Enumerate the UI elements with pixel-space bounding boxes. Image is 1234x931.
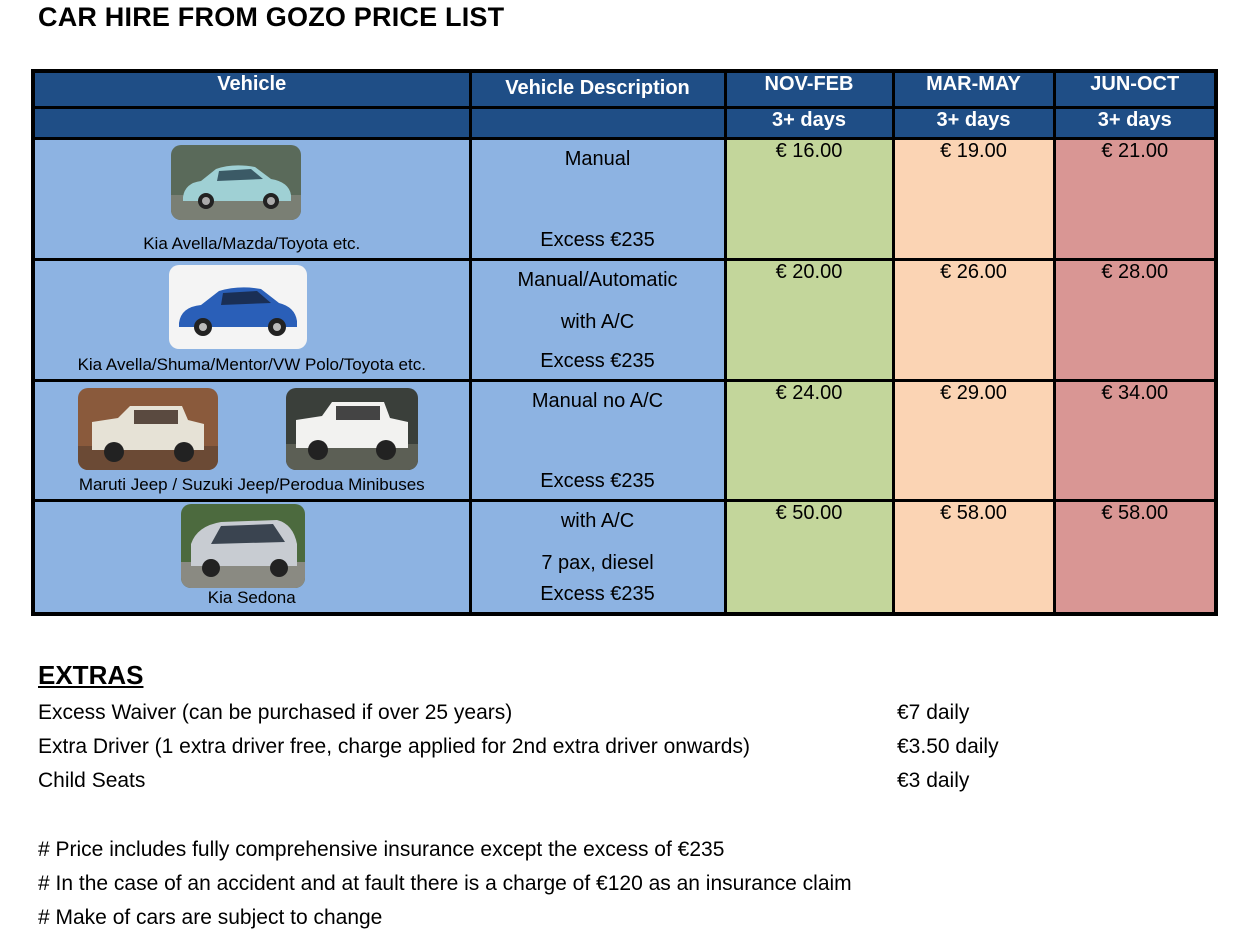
table-row (33, 381, 1216, 501)
extra-label: Excess Waiver (can be purchased if over 25 years) (38, 701, 513, 724)
vehicle-name: Kia Sedona (207, 588, 296, 607)
price-mar-may: € 26.00 (893, 260, 1054, 381)
table-row (33, 139, 1216, 260)
vehicle-cell (33, 501, 470, 615)
jeep-photo (286, 388, 418, 470)
table-row (33, 501, 1216, 615)
price-nov-feb: € 24.00 (725, 381, 893, 501)
header-empty-2 (470, 108, 725, 139)
excess-text: Excess €235 (540, 583, 655, 605)
transmission-text: Manual/Automatic (517, 269, 678, 291)
header-vehicle: Vehicle (33, 71, 470, 108)
transmission-text: Manual no A/C (531, 390, 664, 412)
price-jun-oct: € 21.00 (1054, 139, 1216, 260)
price-nov-feb: € 20.00 (725, 260, 893, 381)
price-mar-may: € 58.00 (893, 501, 1054, 615)
car-photo (171, 145, 301, 220)
price-jun-oct: € 34.00 (1054, 381, 1216, 501)
note-accident-charge: # In the case of an accident and at fault there is a charge of €120 as an insurance claim (38, 872, 852, 895)
description-cell (470, 260, 725, 381)
vehicle-name: Kia Avella/Shuma/Mentor/VW Polo/Toyota etc. (77, 355, 426, 374)
vehicle-cell (33, 381, 470, 501)
header-row (33, 71, 1216, 108)
note-subject-to-change: # Make of cars are subject to change (38, 906, 383, 929)
extra-price: €7 daily (897, 701, 970, 724)
header-description: Vehicle Description (470, 71, 725, 108)
price-nov-feb: € 16.00 (725, 139, 893, 260)
page-title: CAR HIRE FROM GOZO PRICE LIST (38, 2, 505, 32)
features-text: with A/C (560, 510, 635, 532)
header-duration-jun-oct: 3+ days (1054, 108, 1216, 139)
vehicle-name: Kia Avella/Mazda/Toyota etc. (143, 234, 361, 253)
header-empty-1 (33, 108, 470, 139)
extra-price: €3.50 daily (897, 735, 999, 758)
price-jun-oct: € 58.00 (1054, 501, 1216, 615)
description-cell (470, 381, 725, 501)
extras-heading: EXTRAS (38, 660, 144, 690)
price-jun-oct: € 28.00 (1054, 260, 1216, 381)
extra-price: €3 daily (897, 769, 970, 792)
header-season-mar-may: MAR-MAY (893, 71, 1054, 108)
extra-label: Extra Driver (1 extra driver free, charge applied for 2nd extra driver onwards) (38, 735, 750, 758)
header-duration-mar-may: 3+ days (893, 108, 1054, 139)
price-mar-may: € 29.00 (893, 381, 1054, 501)
vehicle-name: Maruti Jeep / Suzuki Jeep/Perodua Minibuses (78, 475, 425, 494)
excess-text: Excess €235 (540, 350, 655, 372)
note-insurance: # Price includes fully comprehensive insurance except the excess of €235 (38, 838, 725, 861)
car-photo (169, 265, 307, 349)
description-cell (470, 139, 725, 260)
transmission-text: Manual (564, 148, 631, 170)
excess-text: Excess €235 (540, 470, 655, 492)
description-cell (470, 501, 725, 615)
price-nov-feb: € 50.00 (725, 501, 893, 615)
header-duration-row (33, 108, 1216, 139)
vehicle-cell (33, 139, 470, 260)
price-mar-may: € 19.00 (893, 139, 1054, 260)
vehicle-cell (33, 260, 470, 381)
features-text: with A/C (560, 311, 635, 333)
minivan-photo (181, 504, 305, 588)
header-season-jun-oct: JUN-OCT (1054, 71, 1216, 108)
extra-label: Child Seats (38, 769, 146, 792)
price-table (31, 69, 1218, 616)
header-duration-nov-feb: 3+ days (725, 108, 893, 139)
header-season-nov-feb: NOV-FEB (725, 71, 893, 108)
capacity-text: 7 pax, diesel (541, 552, 654, 574)
excess-text: Excess €235 (540, 229, 655, 251)
jeep-photo (78, 388, 218, 470)
table-row (33, 260, 1216, 381)
